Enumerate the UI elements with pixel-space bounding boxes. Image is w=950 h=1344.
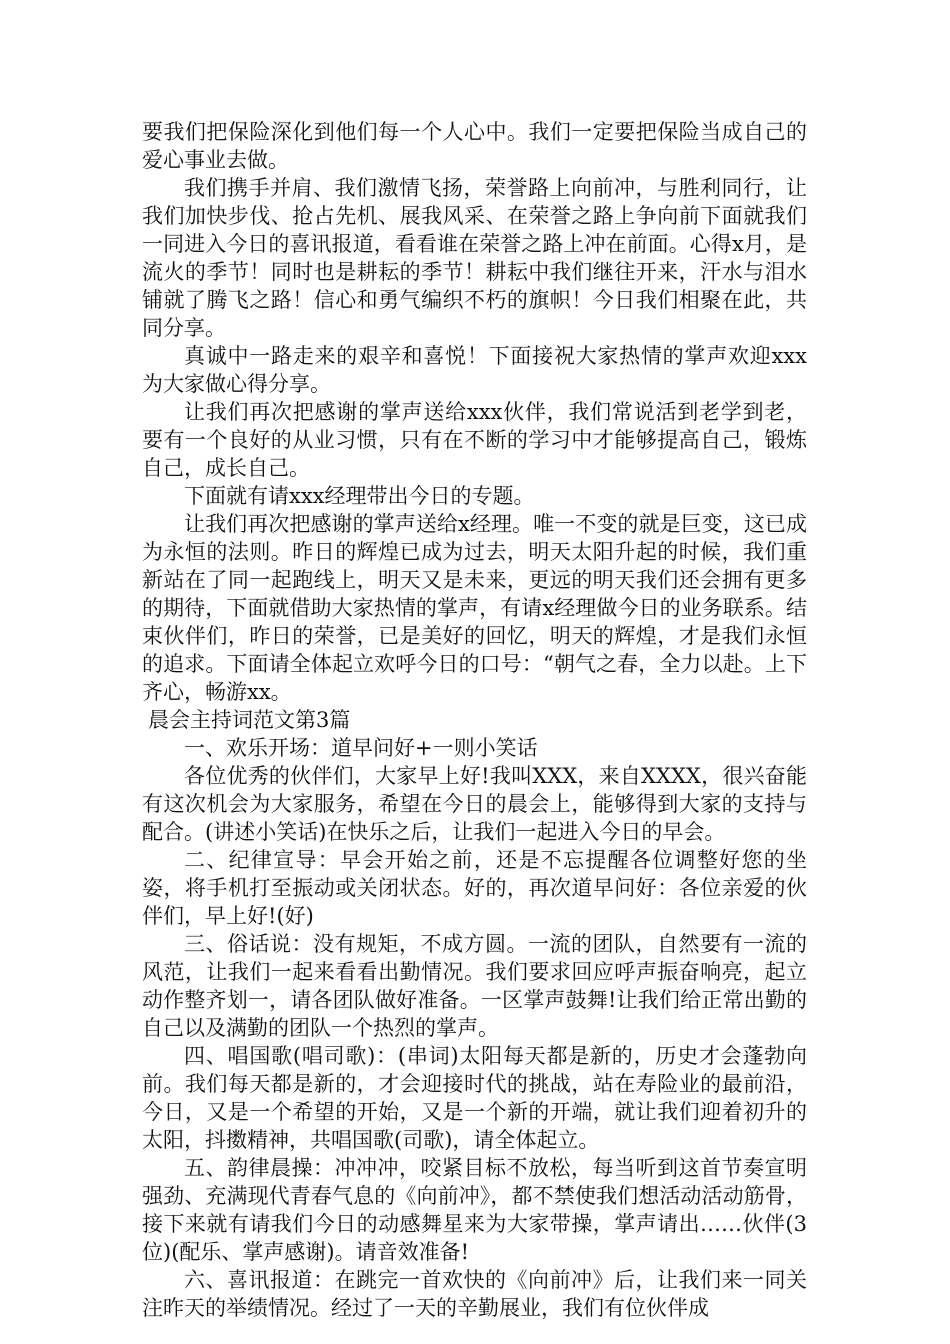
paragraph: 让我们再次把感谢的掌声送给x经理。唯一不变的就是巨变，这已成为永恒的法则。昨日的辉煌已成为过去，明天太阳升起的时候，我们重新站在了同一起跑线上，明天又是未来，更远的明天我们还会拥有更多的期待，下面就借助大家热情的掌声，有请x经理做今日的业务联系。结束伙伴们，昨日的荣誉，已是美好的回忆，明天的辉煌，才是我们永恒的追求。下面请全体起立欢呼今日的口号：“朝气之春，全力以赴。上下齐心，畅游xx。 [142,512,807,704]
paragraph: 下面就有请xxx经理带出今日的专题。 [184,484,535,508]
paragraph: 四、唱国歌(唱司歌)：(串词)太阳每天都是新的，历史才会蓬勃向前。我们每天都是新的，才会迎接时代的挑战，站在寿险业的最前沿，今日，又是一个希望的开始，又是一个新的开端，就让我们迎着初升的太阳，抖擞精神，共唱国歌(司歌)，请全体起立。 [142,1044,807,1152]
paragraph: 二、纪律宣导：早会开始之前，还是不忘提醒各位调整好您的坐姿，将手机打至振动或关闭状态。好的，再次道早问好：各位亲爱的伙伴们，早上好!(好) [142,848,807,928]
paragraph: 各位优秀的伙伴们，大家早上好!我叫XXX，来自XXXX，很兴奋能有这次机会为大家服务，希望在今日的晨会上，能够得到大家的支持与配合。(讲述小笑话)在快乐之后，让我们一起进入今日的早会。 [142,764,807,844]
paragraph: 一、欢乐开场：道早问好+一则小笑话 [184,736,538,760]
document-page [142,118,807,1322]
paragraph: 真诚中一路走来的艰辛和喜悦！下面接祝大家热情的掌声欢迎xxx为大家做心得分享。 [142,344,807,396]
paragraph: 五、韵律晨操：冲冲冲，咬紧目标不放松，每当听到这首节奏宣明强劲、充满现代青春气息的《向前冲》，都不禁使我们想活动活动筋骨，接下来就有请我们今日的动感舞星来为大家带操，掌声请出……伙伴(3位)(配乐、掌声感谢)。请音效准备! [142,1156,807,1264]
section-heading: 晨会主持词范文第3篇 [148,708,351,732]
paragraph: 要我们把保险深化到他们每一个人心中。我们一定要把保险当成自己的爱心事业去做。 [142,120,807,172]
paragraph: 六、喜讯报道：在跳完一首欢快的《向前冲》后，让我们来一同关注昨天的举绩情况。经过了一天的辛勤展业，我们有位伙伴成 [142,1268,807,1320]
paragraph: 让我们再次把感谢的掌声送给xxx伙伴，我们常说活到老学到老，要有一个良好的从业习惯，只有在不断的学习中才能够提高自己，锻炼自己，成长自己。 [142,400,807,480]
paragraph: 我们携手并肩、我们激情飞扬，荣誉路上向前冲，与胜利同行，让我们加快步伐、抢占先机、展我风采、在荣誉之路上争向前下面就我们一同进入今日的喜讯报道，看看谁在荣誉之路上冲在前面。心得x月，是流火的季节！同时也是耕耘的季节！耕耘中我们继往开来，汗水与泪水铺就了腾飞之路！信心和勇气编织不朽的旗帜！今日我们相聚在此，共同分享。 [142,176,807,340]
paragraph: 三、俗话说：没有规矩，不成方圆。一流的团队，自然要有一流的风范，让我们一起来看看出勤情况。我们要求回应呼声振奋响亮，起立动作整齐划一，请各团队做好准备。一区掌声鼓舞!让我们给正常出勤的自己以及满勤的团队一个热烈的掌声。 [142,932,807,1040]
